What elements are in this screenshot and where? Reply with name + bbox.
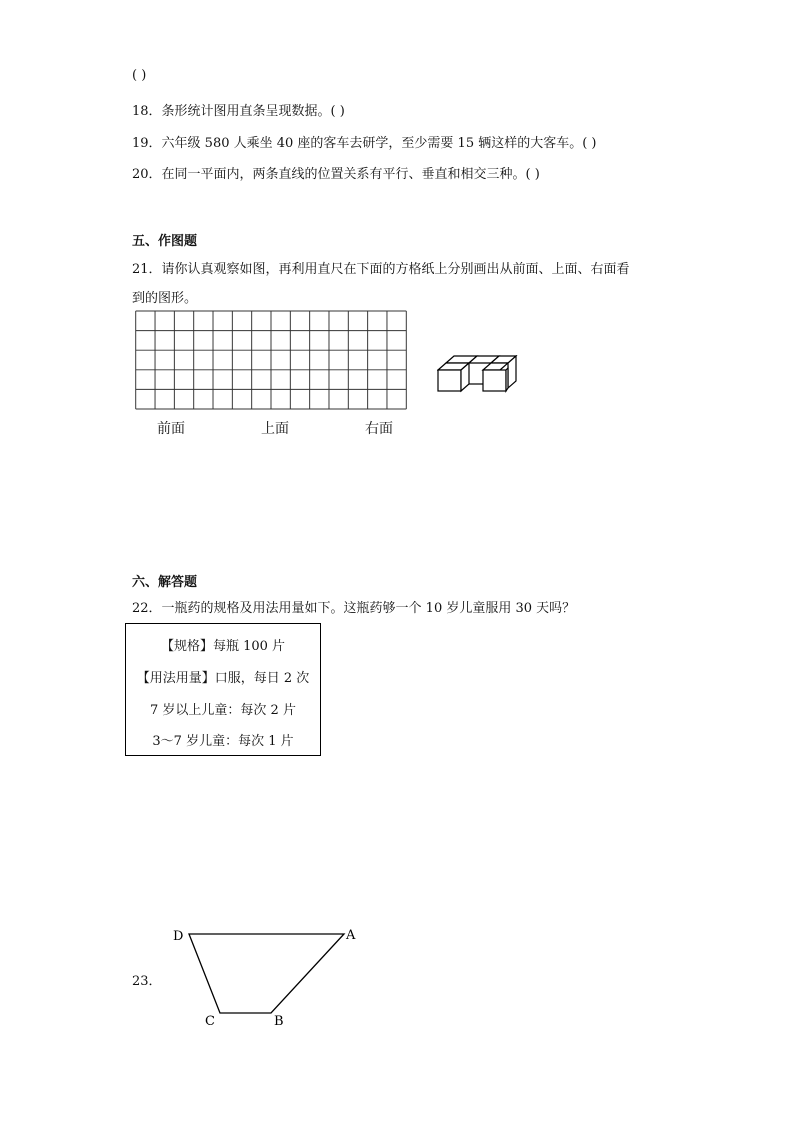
cube-front-face [438,370,461,391]
q17-answer-paren: ( ) [132,68,147,83]
vertex-c-label: C [205,1014,215,1029]
box-line-dosage: 【用法用量】口服，每日 2 次 [136,671,310,686]
square-grid-paper [133,310,409,410]
question-23-number: 23． [132,974,162,989]
cube-side-face [506,368,508,391]
trapezoid-abcd [189,934,344,1013]
question-19: 19．六年级 580 人乘坐 40 座的客车去研学，至少需要 15 辆这样的大客车。( ) [132,136,597,151]
trapezoid-figure [160,920,370,1032]
question-18: 18．条形统计图用直条呈现数据。( ) [132,104,345,119]
vertex-b-label: B [274,1014,284,1029]
box-line-3-to-7: 3～7 岁儿童：每次 1 片 [152,734,294,749]
question-21-line-2: 到的图形。 [132,291,198,306]
vertex-a-label: A [346,928,356,943]
label-right-view: 右面 [365,421,393,437]
question-20: 20．在同一平面内，两条直线的位置关系有平行、垂直和相交三种。( ) [132,167,540,182]
section-5-title: 五、作图题 [132,234,198,249]
box-line-over-7: 7 岁以上儿童：每次 2 片 [150,703,296,718]
cube-top-face [483,363,508,370]
cube-front-face [483,370,506,391]
section-6-title: 六、解答题 [132,575,198,590]
vertex-d-label: D [173,929,184,944]
question-22: 22．一瓶药的规格及用法用量如下。这瓶药够一个 10 岁儿童服用 30 天吗？ [132,601,576,616]
box-line-spec: 【规格】每瓶 100 片 [160,639,286,654]
label-front-view: 前面 [157,421,185,437]
question-21-line-1: 21．请你认真观察如图，再利用直尺在下面的方格纸上分别画出从前面、上面、右面看 [132,262,630,277]
medicine-info-box [125,623,321,756]
cube-figure [437,355,521,395]
label-top-view: 上面 [261,421,289,437]
